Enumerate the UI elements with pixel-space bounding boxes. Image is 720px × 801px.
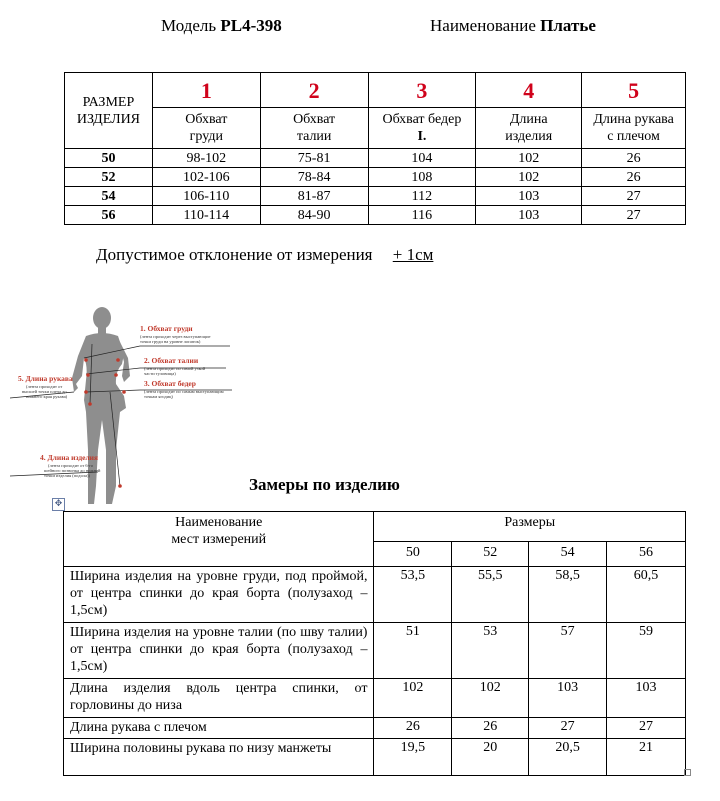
column-number: 5	[582, 73, 686, 108]
svg-text:точкам ягодиц): точкам ягодиц)	[144, 394, 173, 399]
name-header-line-2: мест измерений	[171, 532, 267, 547]
value-cell: 108	[368, 168, 476, 187]
value-cell: 106-110	[152, 187, 260, 206]
svg-text:высшей точки плеча до: высшей точки плеча до	[22, 389, 67, 394]
svg-text:шейного позвонка до нижней: шейного позвонка до нижней	[44, 468, 101, 473]
measurement-figure	[0, 300, 240, 510]
value-cell: 21	[607, 739, 686, 776]
value-cell: 26	[582, 168, 686, 187]
column-label: Обхват бедер I.	[368, 108, 476, 149]
name-header-cell	[64, 512, 374, 567]
value-cell: 102-106	[152, 168, 260, 187]
table-resize-handle[interactable]	[684, 769, 691, 776]
measurement-name: Ширина изделия на уровне груди, под проймой, от центра спинки до края борта (полузаход – 1,5см)	[64, 567, 374, 623]
value-cell: 81-87	[260, 187, 368, 206]
tolerance-note	[96, 245, 433, 265]
value-cell: 20	[452, 739, 529, 776]
name-label: Наименование	[430, 16, 536, 35]
row-header-cell	[65, 73, 153, 149]
table-row	[64, 623, 686, 679]
svg-text:(лента проходит через выступаю: (лента проходит через выступающие	[140, 334, 211, 339]
value-cell: 78-84	[260, 168, 368, 187]
size-cell: 52	[65, 168, 153, 187]
name-heading	[430, 16, 596, 36]
value-cell: 51	[374, 623, 452, 679]
model-code: PL4-398	[220, 16, 282, 35]
size-header: 52	[452, 542, 529, 567]
value-cell: 26	[374, 718, 452, 739]
column-label: Обхват талии	[260, 108, 368, 149]
measurement-name: Ширина изделия на уровне талии (по шву талии) от центра спинки до края борта (полузаход – 1,5см)	[64, 623, 374, 679]
figure-label-hips: 3. Обхват бедер	[144, 379, 196, 388]
value-cell: 26	[452, 718, 529, 739]
svg-text:(лента проходит от: (лента проходит от	[26, 384, 63, 389]
column-number: 4	[476, 73, 582, 108]
value-cell: 19,5	[374, 739, 452, 776]
svg-text:точки изделия (подола)): точки изделия (подола))	[44, 473, 91, 478]
column-number: 2	[260, 73, 368, 108]
column-label: Обхват груди	[152, 108, 260, 149]
figure-label-sleeve: 5. Длина рукава	[18, 374, 73, 383]
table-move-handle-icon[interactable]: ✥	[52, 498, 65, 511]
size-header: 56	[607, 542, 686, 567]
value-cell: 53,5	[374, 567, 452, 623]
value-cell: 103	[529, 679, 607, 718]
size-header: 50	[374, 542, 452, 567]
table-row	[65, 187, 686, 206]
value-cell: 59	[607, 623, 686, 679]
name-value: Платье	[540, 16, 596, 35]
size-cell: 56	[65, 206, 153, 225]
value-cell: 102	[452, 679, 529, 718]
value-cell: 116	[368, 206, 476, 225]
value-cell: 102	[476, 168, 582, 187]
figure-label-waist: 2. Обхват талии	[144, 356, 199, 365]
product-measurements-table	[63, 511, 686, 776]
value-cell: 75-81	[260, 149, 368, 168]
value-cell: 26	[582, 149, 686, 168]
value-cell: 27	[582, 206, 686, 225]
value-cell: 27	[582, 187, 686, 206]
size-cell: 54	[65, 187, 153, 206]
value-cell: 102	[374, 679, 452, 718]
model-heading	[161, 16, 282, 36]
value-cell: 84-90	[260, 206, 368, 225]
size-header: 54	[529, 542, 607, 567]
table-row	[65, 149, 686, 168]
value-cell: 104	[368, 149, 476, 168]
column-label: Длина рукава с плечом	[582, 108, 686, 149]
row-header-line-1: РАЗМЕР	[82, 94, 135, 110]
value-cell: 102	[476, 149, 582, 168]
value-cell: 27	[607, 718, 686, 739]
figure-label-chest: 1. Обхват груди	[140, 324, 193, 333]
product-measurements-title: Замеры по изделию	[249, 475, 400, 494]
table-row	[65, 206, 686, 225]
value-cell: 20,5	[529, 739, 607, 776]
value-cell: 57	[529, 623, 607, 679]
value-cell: 103	[476, 187, 582, 206]
svg-text:(лента проходит от 6-го: (лента проходит от 6-го	[48, 463, 94, 468]
value-cell: 112	[368, 187, 476, 206]
measurement-name: Длина изделия вдоль центра спинки, от горловины до низа	[64, 679, 374, 718]
value-cell: 110-114	[152, 206, 260, 225]
svg-text:части туловища): части туловища)	[144, 371, 176, 376]
svg-text:нижнего края рукава): нижнего края рукава)	[26, 394, 68, 399]
value-cell: 55,5	[452, 567, 529, 623]
value-cell: 53	[452, 623, 529, 679]
svg-text:(лента проходит по самой узкой: (лента проходит по самой узкой	[144, 366, 206, 371]
figure-label-length: 4. Длина изделия	[40, 453, 99, 462]
table-row	[64, 718, 686, 739]
value-cell: 60,5	[607, 567, 686, 623]
table-row	[65, 168, 686, 187]
size-cell: 50	[65, 149, 153, 168]
value-cell: 58,5	[529, 567, 607, 623]
svg-text:(лента проходит по самым высту: (лента проходит по самым выступающим	[144, 389, 224, 394]
row-header-line-2: ИЗДЕЛИЯ	[76, 111, 141, 127]
table-row	[64, 567, 686, 623]
tolerance-text: Допустимое отклонение от измерения	[96, 245, 373, 264]
svg-text:точки груди на уровне лопаток): точки груди на уровне лопаток)	[140, 339, 201, 344]
value-cell: 103	[476, 206, 582, 225]
table-row	[64, 679, 686, 718]
value-cell: 27	[529, 718, 607, 739]
column-number: 1	[152, 73, 260, 108]
measurement-name: Ширина половины рукава по низу манжеты	[64, 739, 374, 776]
model-label: Модель	[161, 16, 217, 35]
measurement-name: Длина рукава с плечом	[64, 718, 374, 739]
size-table	[64, 72, 686, 225]
value-cell: 98-102	[152, 149, 260, 168]
tolerance-value: + 1см	[392, 245, 434, 264]
value-cell: 103	[607, 679, 686, 718]
name-header-line-1: Наименование	[175, 515, 263, 530]
sizes-header-cell: Размеры	[374, 512, 686, 542]
column-number: 3	[368, 73, 476, 108]
column-label: Длина изделия	[476, 108, 582, 149]
table-row	[64, 739, 686, 776]
